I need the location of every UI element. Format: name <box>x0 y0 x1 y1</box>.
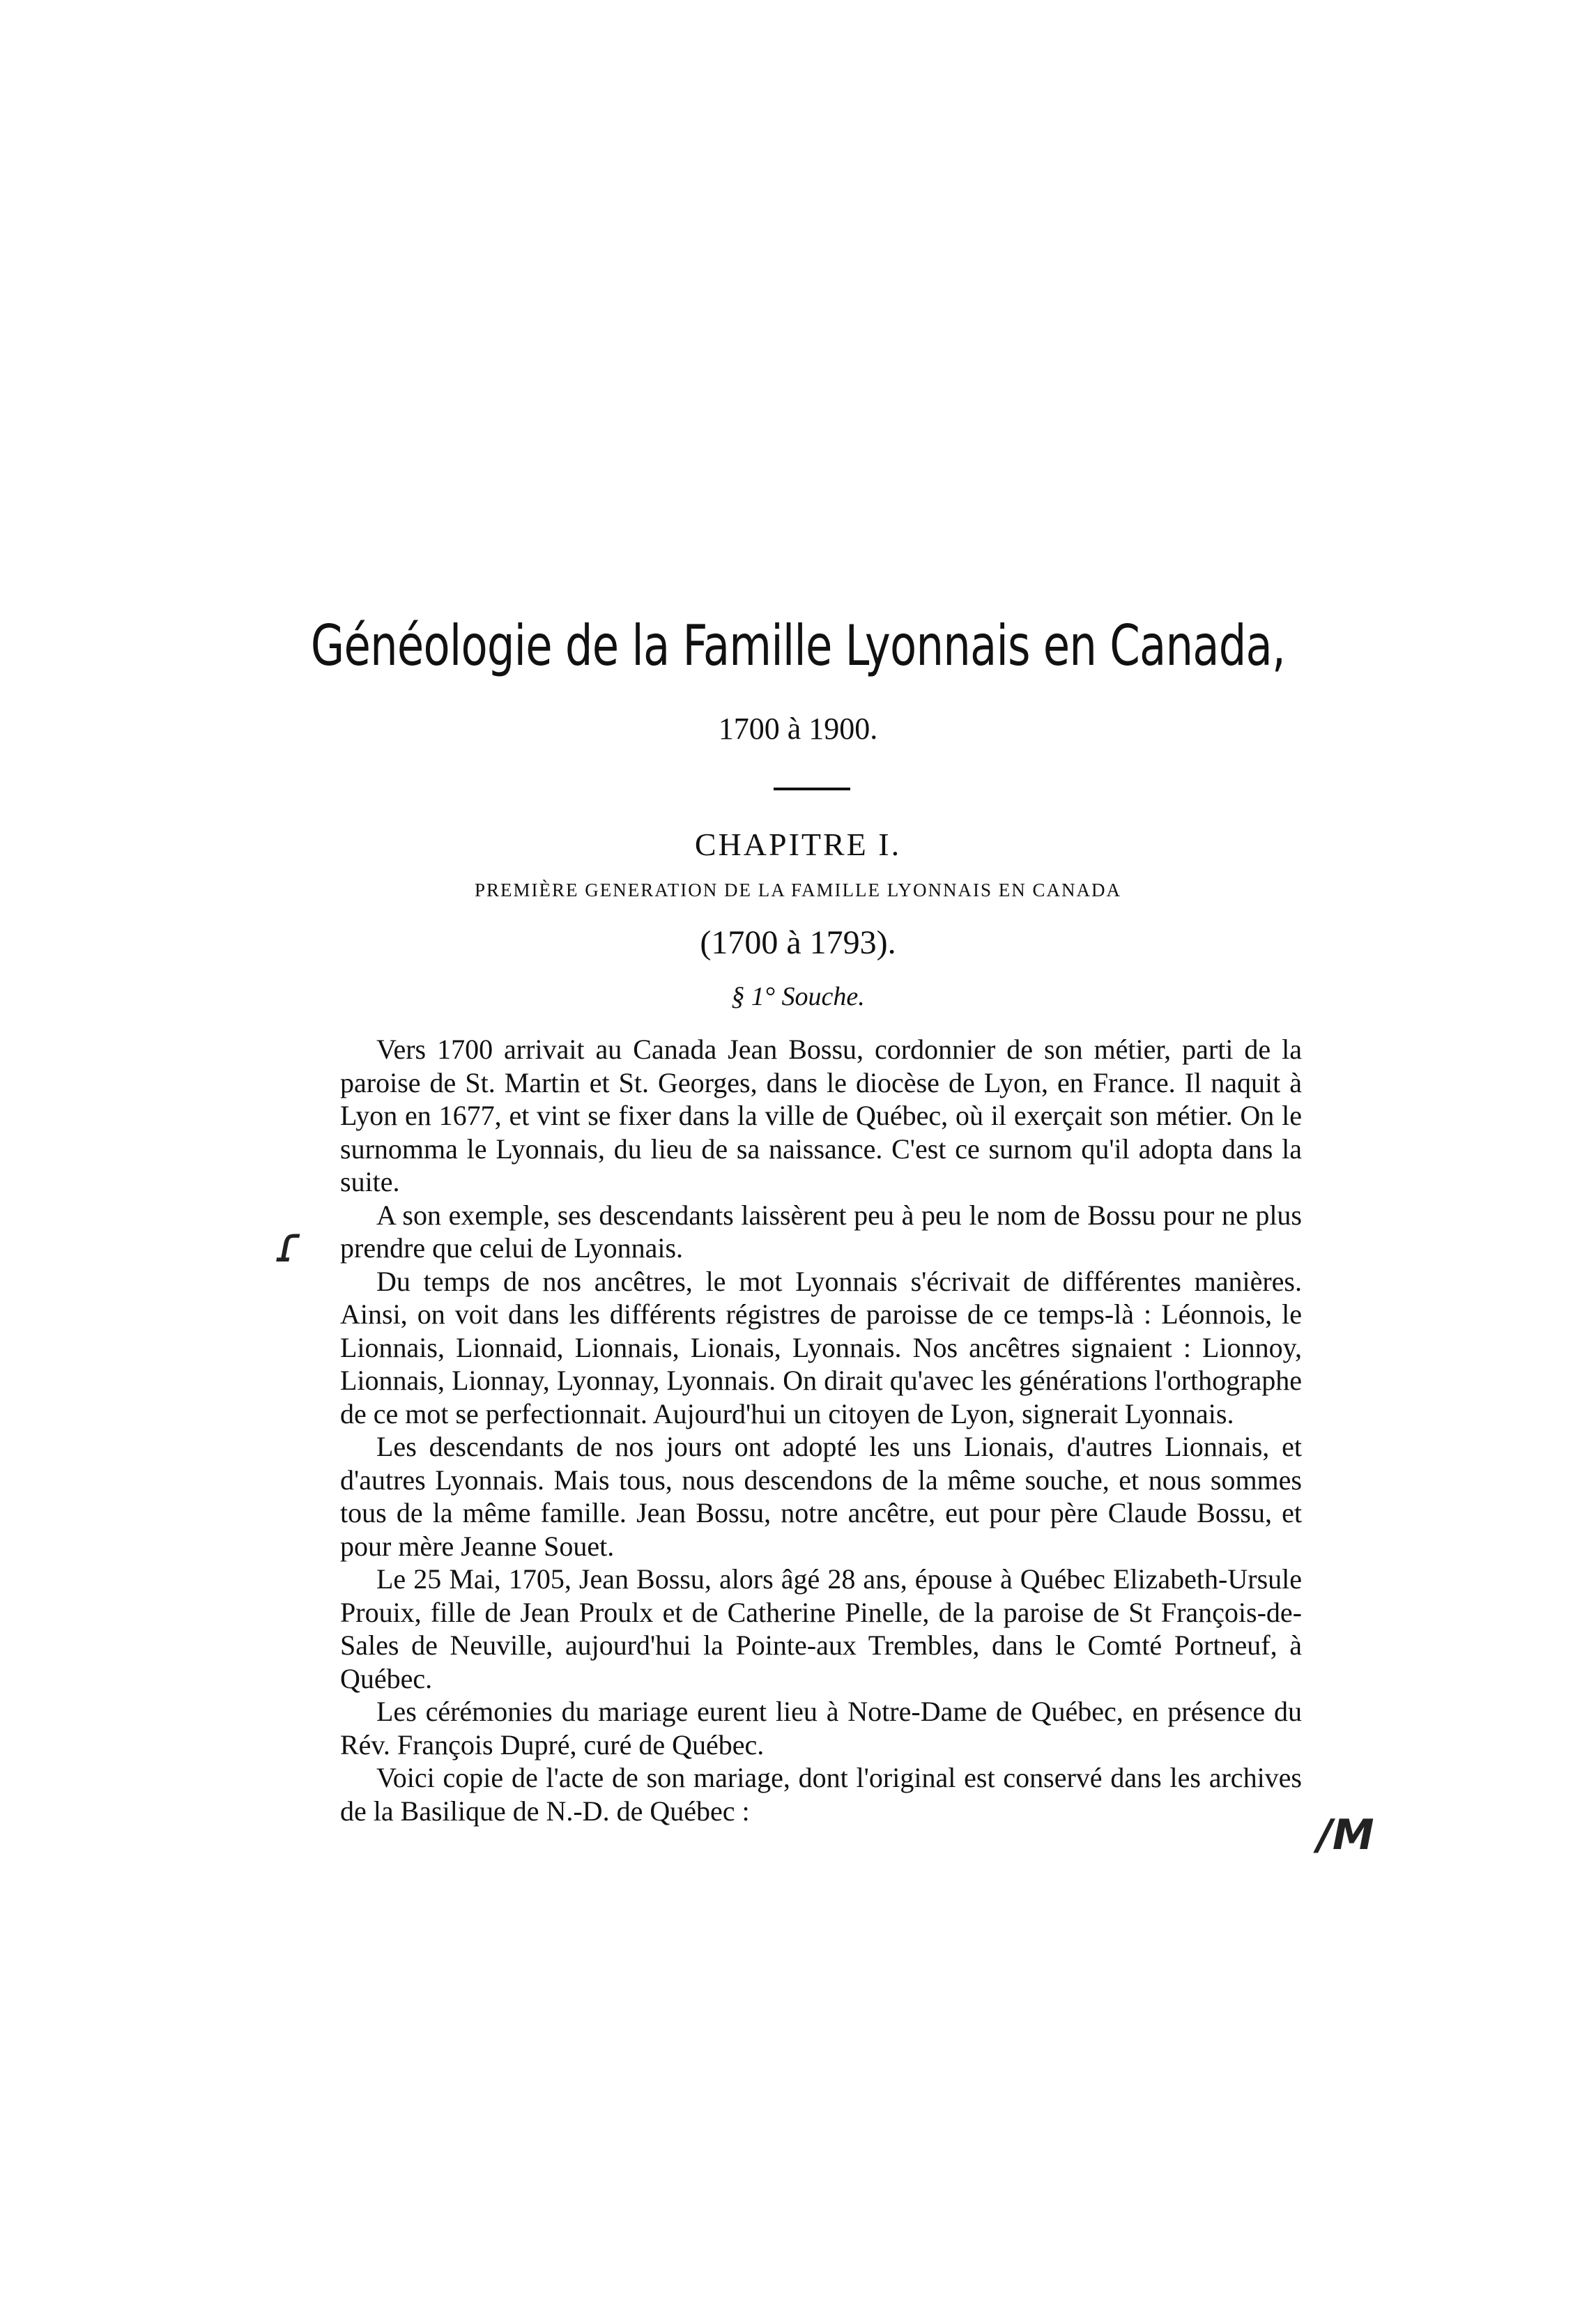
paragraph-1: Vers 1700 arrivait au Canada Jean Bossu, cordonnier de son métier, parti de la paroise de St. Martin et St. Georges, dans le diocèse de Lyon, en France. Il naquit à Lyon en 1677, et vint se fixer dans la ville de Québec, où il exerçait son métier. On le surnomma le Lyonnais, du lieu de sa naissance. C'est ce surnom qu'il adopta dans la suite. <box>340 1034 1302 1197</box>
chapter-dates: (1700 à 1793). <box>700 924 896 961</box>
paragraph-3: Du temps de nos ancêtres, le mot Lyonnais s'écrivait de différentes manières. Ainsi, on voit dans les différents régistres de paroisse de ce temps-là : Léonnois, le Lionnais, Lionnaid, Lionnais, Lionais, Lyonnais. Nos ancêtres signaient : Lionnoy, Lionnais, Lionnay, Lyonnay, Lyonnais. On dirait qu'avec les générations l'orthographe de ce mot se perfectionnait. Aujourd'hui un citoyen de Lyon, signerait Lyonnais. <box>340 1265 1302 1429</box>
paragraph-5: Le 25 Mai, 1705, Jean Bossu, alors âgé 28 ans, épouse à Québec Elizabeth-Ursule Prouix, fille de Jean Proulx et de Catherine Pinelle, de la paroise de St François-de-Sales de Neuville, aujourd'hui la Pointe-aux Trembles, dans le Comté Portneuf, à Québec. <box>340 1563 1302 1694</box>
page-title: Généologie de la Famille Lyonnais en Canada, <box>310 613 1286 678</box>
section-heading: § 1° Souche. <box>731 982 865 1011</box>
margin-annotation-right: /M <box>1317 1811 1374 1859</box>
paragraph-7: Voici copie de l'acte de son mariage, dont l'original est conservé dans les archives de la Basilique de N.-D. de Québec : <box>340 1762 1302 1827</box>
title-years: 1700 à 1900. <box>718 712 878 746</box>
title-rule <box>774 788 850 790</box>
paragraph-6: Les cérémonies du mariage eurent lieu à Notre-Dame de Québec, en présence du Rév. François Dupré, curé de Québec. <box>340 1696 1302 1761</box>
body-text <box>340 1033 1302 1827</box>
chapter-subtitle: PREMIÈRE GENERATION DE LA FAMILLE LYONNAIS EN CANADA <box>474 880 1121 900</box>
chapter-heading: CHAPITRE I. <box>694 827 902 862</box>
paragraph-4: Les descendants de nos jours ont adopté les uns Lionais, d'autres Lionnais, et d'autres Lyonnais. Mais tous, nous descendons de la même souche, et nous sommes tous de la même famille. Jean Bossu, notre ancêtre, eut pour père Claude Bossu, et pour mère Jeanne Souet. <box>340 1431 1302 1562</box>
margin-annotation-left: ɾ <box>276 1216 302 1273</box>
paragraph-2: A son exemple, ses descendants laissèrent peu à peu le nom de Bossu pour ne plus prendre que celui de Lyonnais. <box>340 1199 1302 1264</box>
